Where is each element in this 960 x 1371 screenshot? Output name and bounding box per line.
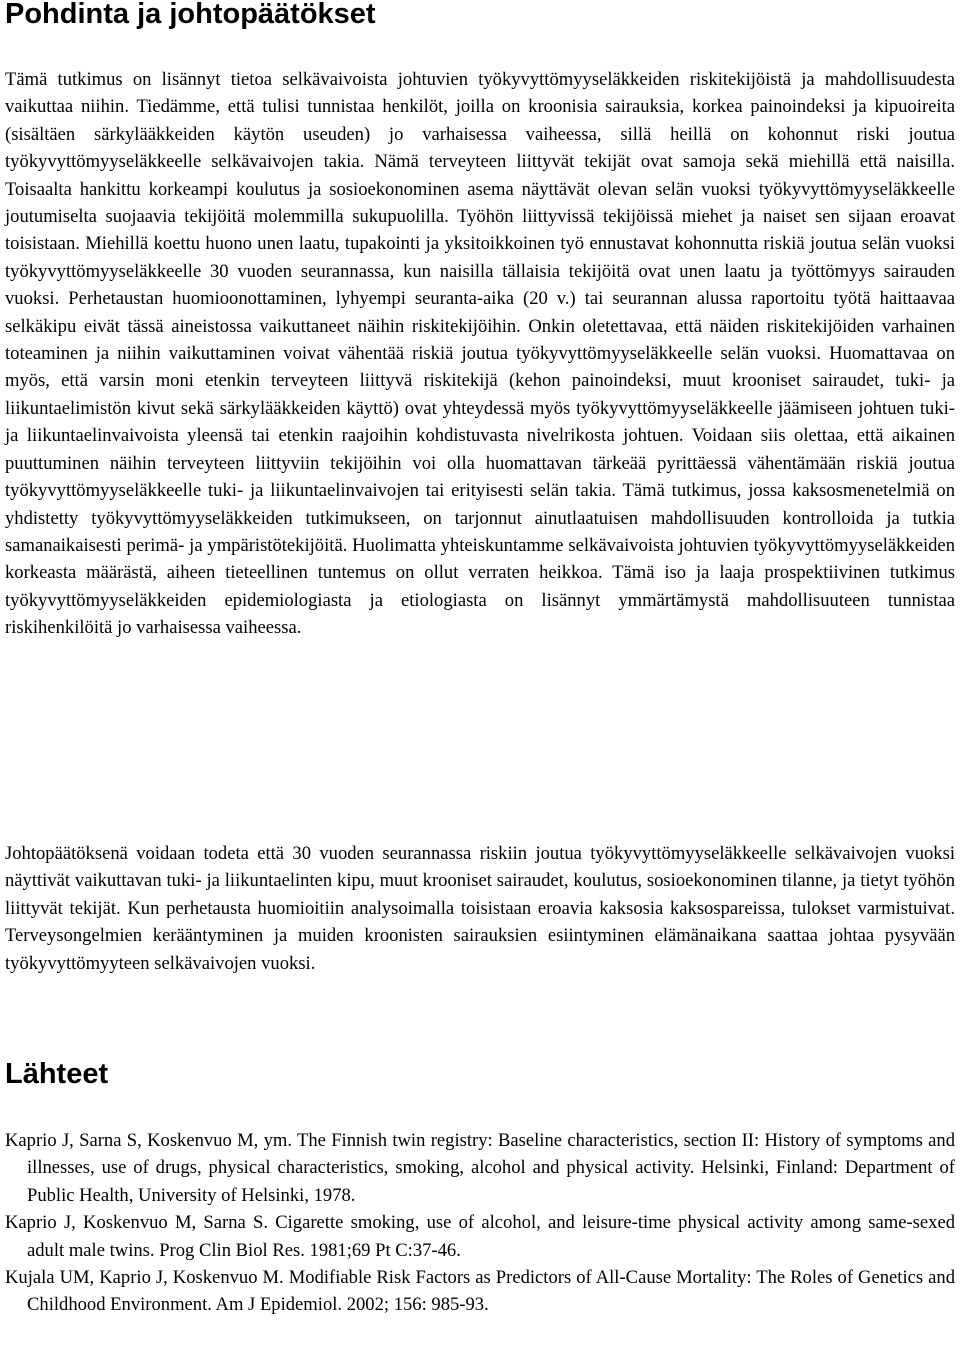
reference-item-1: Kaprio J, Sarna S, Koskenvuo M, ym. The Finnish twin registry: Baseline characteristics, section II: History of symptoms and illnesses, use of drugs, physical characteristics, smoking, alcohol and physical activity. Helsinki, Finland: Department of Public Health, University of Helsinki, 1978. (5, 1130, 955, 1206)
section-heading-discussion: Pohdinta ja johtopäätökset (5, 0, 376, 30)
discussion-paragraph-1: Tämä tutkimus on lisännyt tietoa selkävaivoista johtuvien työkyvyttömyyseläkkeiden riskitekijöistä ja mahdollisuudesta vaikuttaa niihin. Tiedämme, että tulisi tunnistaa henkilöt, joilla on kroonisia sairauksia, korkea painoindeksi ja kipuoireita (sisältäen särkylääkkeiden käytön useuden) jo varhaisessa vaiheessa, sillä heillä on kohonnut riski joutua työkyvyttömyyseläkkeelle selkävaivojen takia. Nämä terveyteen liittyvät tekijät ovat samoja sekä miehillä että naisilla. Toisaalta hankittu korkeampi koulutus ja sosioekonominen asema näyttävät olevan selän vuoksi työkyvyttömyyseläkkeelle joutumiselta suojaavia tekijöitä molemmilla sukupuolilla. Työhön liittyvissä tekijöissä miehet ja naiset sen sijaan eroavat toisistaan. Miehillä koettu huono unen laatu, tupakointi ja yksitoikkoinen työ ennustavat kohonnutta riskiä joutua selän vuoksi työkyvyttömyyseläkkeelle 30 vuoden seurannassa, kun naisilla tällaisia tekijöitä ovat unen laatu ja työttömyys sairauden vuoksi. Perhetaustan huomioonottaminen, lyhyempi seuranta-aika (20 v.) tai seurannan alussa raportoitu työtä haittaavaa selkäkipu eivät tässä aineistossa vaikuttaneet näihin riskitekijöihin. Onkin oletettavaa, että näiden riskitekijöiden varhainen toteaminen ja niihin vaikuttaminen voivat vähentää riskiä joutua työkyvyttömyyseläkkeelle selän vuoksi. Huomattavaa on myös, että varsin moni etenkin terveyteen liittyvä riskitekijä (kehon painoindeksi, muut krooniset sairaudet, tuki- ja liikuntaelimistön kivut sekä särkylääkkeiden käyttö) ovat yhteydessä myös työkyvyttömyyseläkkeelle jäämiseen johtuen tuki- ja liikuntaelinvaivoista yleensä tai etenkin raajoihin kohdistuvasta nivelrikosta johtuen. Voidaan siis olettaa, että aikainen puuttuminen näihin terveyteen liittyviin tekijöihin voi olla huomattavan tärkeää pyrittäessä vähentämään riskiä joutua työkyvyttömyyseläkkeelle tuki- ja liikuntaelinvaivojen tai erityisesti selän takia. Tämä tutkimus, jossa kaksosmenetelmiä on yhdistetty työkyvyttömyyseläkkeiden tutkimukseen, on tarjonnut ainutlaatuisen mahdollisuuden kontrolloida ja tutkia samanaikaisesti perimä- ja ympäristötekijöitä. Huolimatta yhteiskuntamme selkävaivoista johtuvien työkyvyttömyyseläkkeiden korkeasta määrästä, aiheen tieteellinen tuntemus on ollut verraten heikkoa. Tämä iso ja laaja prospektiivinen tutkimus työkyvyttömyyseläkkeiden epidemiologiasta ja etiologiasta on lisännyt ymmärtämystä mahdollisuuteen tunnistaa riskihenkilöitä jo varhaisessa vaiheessa. (5, 69, 955, 639)
reference-item-3: Kujala UM, Kaprio J, Koskenvuo M. Modifiable Risk Factors as Predictors of All-Cause Mortality: The Roles of Genetics and Childhood Environment. Am J Epidemiol. 2002; 156: 985-93. (5, 1267, 955, 1316)
reference-list (5, 1127, 955, 1319)
conclusion-paragraph: Johtopäätöksenä voidaan todeta että 30 vuoden seurannassa riskiin joutua työkyvyttömyyseläkkeelle selkävaivojen vuoksi näyttivät vaikuttavan tuki- ja liikuntaelinten kipu, muut krooniset sairaudet, koulutus, sosioekonominen tilanne, ja tietyt työhön liittyvät tekijät. Kun perhetausta huomioitiin analysoimalla toisistaan eroavia kaksosia kaksospareissa, tulokset varmistuivat. Terveysongelmien kerääntyminen ja muiden kroonisten sairauksien esiintyminen elämänaikana saattaa johtaa pysyvään työkyvyttömyyteen selkävaivojen vuoksi. (5, 843, 955, 974)
reference-item-2: Kaprio J, Koskenvuo M, Sarna S. Cigarette smoking, use of alcohol, and leisure-time physical activity among same-sexed adult male twins. Prog Clin Biol Res. 1981;69 Pt C:37-46. (5, 1212, 955, 1261)
section-heading-references: Lähteet (5, 1058, 109, 1090)
